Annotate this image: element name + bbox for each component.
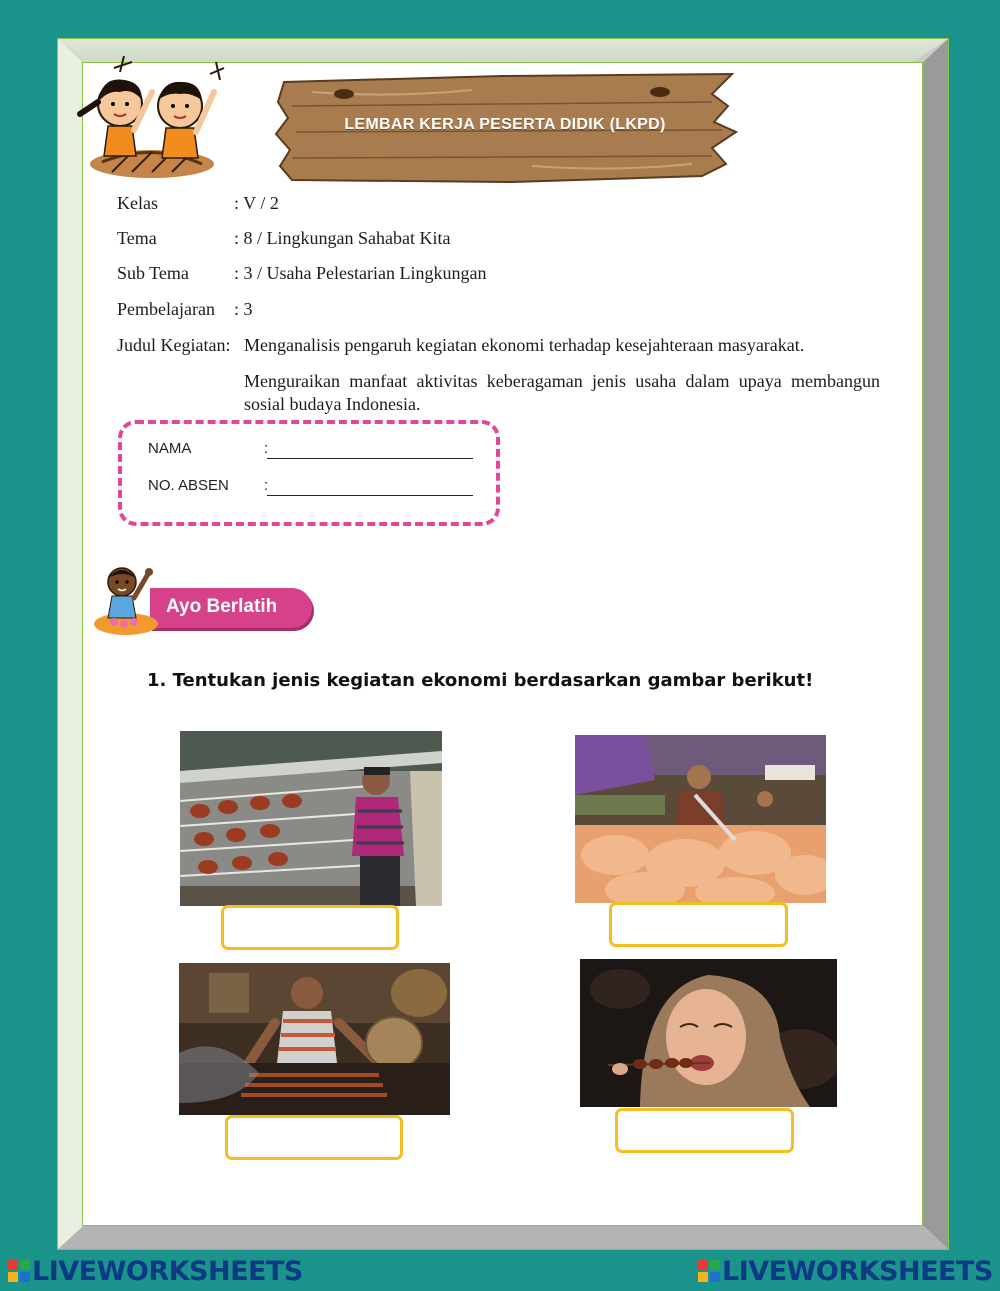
info-label: Tema bbox=[117, 228, 157, 248]
eating-satay-photo bbox=[580, 959, 837, 1107]
answer-box-3[interactable] bbox=[225, 1115, 403, 1160]
info-label: Judul Kegiatan: bbox=[117, 335, 231, 355]
child-waving-icon bbox=[92, 560, 166, 638]
question-text: 1. Tentukan jenis kegiatan ekonomi berdasarkan gambar berikut! bbox=[147, 670, 814, 691]
info-value: : 3 / Usaha Pelestarian Lingkungan bbox=[234, 263, 487, 283]
liveworksheets-logo-left[interactable] bbox=[8, 1256, 303, 1287]
nama-separator: : bbox=[264, 440, 269, 457]
info-value: : 3 bbox=[234, 299, 253, 319]
section-title: Ayo Berlatih bbox=[166, 596, 278, 617]
nama-label: NAMA bbox=[148, 440, 192, 457]
absen-label: NO. ABSEN bbox=[148, 477, 229, 494]
absen-field[interactable] bbox=[267, 495, 473, 496]
liveworksheets-badge-icon bbox=[698, 1260, 720, 1282]
info-label: Sub Tema bbox=[117, 263, 189, 283]
worksheet-title: LEMBAR KERJA PESERTA DIDIK (LKPD) bbox=[344, 116, 666, 133]
liveworksheets-badge-icon bbox=[8, 1260, 30, 1282]
answer-box-4[interactable] bbox=[615, 1108, 794, 1153]
info-label: Pembelajaran bbox=[117, 299, 215, 319]
info-value: : V / 2 bbox=[234, 193, 279, 213]
answer-box-1[interactable] bbox=[221, 905, 399, 950]
info-value: : 8 / Lingkungan Sahabat Kita bbox=[234, 228, 451, 248]
satay-grilling-photo bbox=[179, 963, 450, 1115]
answer-box-2[interactable] bbox=[609, 902, 788, 947]
info-value: Menganalisis pengaruh kegiatan ekonomi terhadap kesejahteraan masyarakat. bbox=[244, 335, 805, 355]
nama-field[interactable] bbox=[267, 458, 473, 459]
brand-name: LIVEWORKSHEETS bbox=[722, 1256, 993, 1287]
student-identity-box bbox=[118, 420, 500, 526]
brand-name: LIVEWORKSHEETS bbox=[32, 1256, 303, 1287]
chicken-market-photo bbox=[575, 735, 826, 903]
absen-separator: : bbox=[264, 477, 269, 494]
info-label: Kelas bbox=[117, 193, 158, 213]
liveworksheets-logo-right[interactable] bbox=[698, 1256, 993, 1287]
activity-description: Menguraikan manfaat aktivitas keberagaman jenis usaha dalam upaya membangun sosial budaya Indonesia. bbox=[244, 371, 880, 414]
children-illustration-icon bbox=[72, 52, 232, 182]
chicken-farm-photo bbox=[180, 731, 442, 906]
